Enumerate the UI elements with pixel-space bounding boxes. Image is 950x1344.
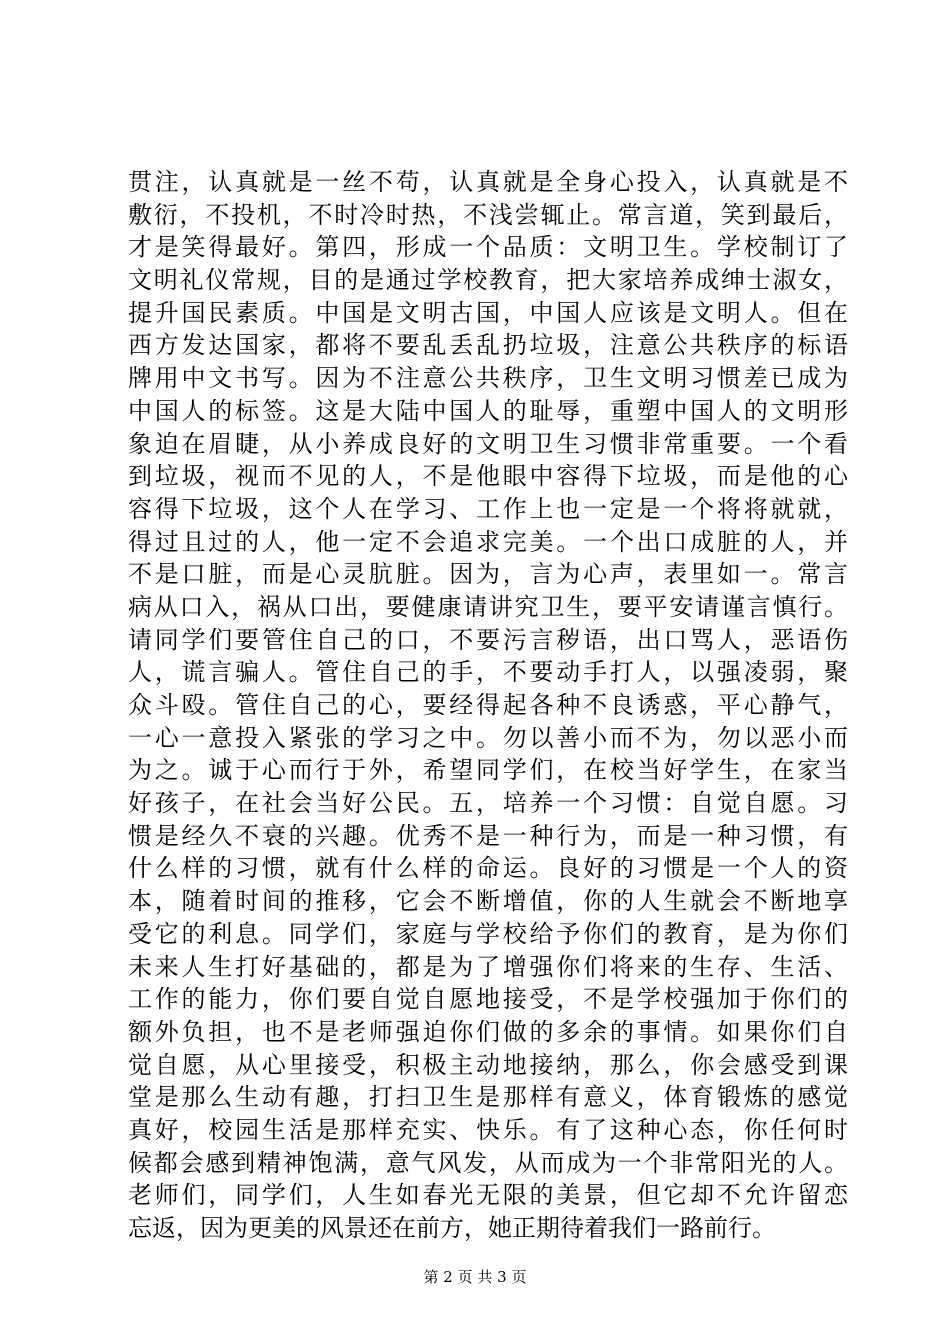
- text-line: 真好，校园生活是那样充实、快乐。有了这种心态，你任何时: [128, 1115, 848, 1144]
- text-line: 觉自愿，从心里接受，积极主动地接纳，那么，你会感受到课: [128, 1050, 848, 1079]
- text-line: 额外负担，也不是老师强迫你们做的多余的事情。如果你们自: [128, 1017, 848, 1046]
- text-line: 西方发达国家，都将不要乱丢乱扔垃圾，注意公共秩序的标语: [128, 331, 848, 360]
- text-line: 象迫在眉睫，从小养成良好的文明卫生习惯非常重要。一个看: [128, 429, 848, 458]
- text-line: 才是笑得最好。第四，形成一个品质：文明卫生。学校制订了: [128, 233, 848, 262]
- text-line: 文明礼仪常规，目的是通过学校教育，把大家培养成绅士淑女，: [128, 266, 848, 295]
- text-line: 牌用中文书写。因为不注意公共秩序，卫生文明习惯差已成为: [128, 364, 848, 393]
- text-line: 未来人生打好基础的，都是为了增强你们将来的生存、生活、: [128, 952, 848, 981]
- text-line: 人，谎言骗人。管住自己的手，不要动手打人，以强凌弱，聚: [128, 658, 848, 687]
- page-number: 第 2 页 共 3 页: [423, 1268, 527, 1286]
- text-line: 受它的利息。同学们，家庭与学校给予你们的教育，是为你们: [128, 919, 848, 948]
- text-line: 中国人的标签。这是大陆中国人的耻辱，重塑中国人的文明形: [128, 396, 848, 425]
- text-line: 一心一意投入紧张的学习之中。勿以善小而不为，勿以恶小而: [128, 723, 848, 752]
- text-line: 提升国民素质。中国是文明古国，中国人应该是文明人。但在: [128, 298, 848, 327]
- text-line: 敷衍，不投机，不时冷时热，不浅尝辄止。常言道，笑到最后，: [128, 200, 848, 229]
- text-line: 本，随着时间的推移，它会不断增值，你的人生就会不断地享: [128, 887, 848, 916]
- text-line: 候都会感到精神饱满，意气风发，从而成为一个非常阳光的人。: [128, 1148, 848, 1177]
- text-line: 惯是经久不衰的兴趣。优秀不是一种行为，而是一种习惯，有: [128, 821, 848, 850]
- text-line: 好孩子，在社会当好公民。五，培养一个习惯：自觉自愿。习: [128, 789, 848, 818]
- text-line: 得过且过的人，他一定不会追求完美。一个出口成脏的人，并: [128, 527, 848, 556]
- text-line: 众斗殴。管住自己的心，要经得起各种不良诱惑，平心静气，: [128, 691, 848, 719]
- text-line: 病从口入，祸从口出，要健康请讲究卫生，要平安请谨言慎行。: [128, 592, 848, 621]
- text-line: 容得下垃圾，这个人在学习、工作上也一定是一个将将就就，: [128, 494, 848, 523]
- text-line: 老师们，同学们，人生如春光无限的美景，但它却不允许留恋: [128, 1181, 848, 1210]
- text-line: 什么样的习惯，就有什么样的命运。良好的习惯是一个人的资: [128, 854, 848, 883]
- text-line: 到垃圾，视而不见的人，不是他眼中容得下垃圾，而是他的心: [128, 462, 848, 491]
- text-line: 为之。诚于心而行于外，希望同学们，在校当好学生，在家当: [128, 756, 848, 785]
- text-line: 工作的能力，你们要自觉自愿地接受，不是学校强加于你们的: [128, 985, 848, 1014]
- text-line: 堂是那么生动有趣，打扫卫生是那样有意义，体育锻炼的感觉: [128, 1083, 848, 1112]
- text-line: 请同学们要管住自己的口，不要污言秽语，出口骂人，恶语伤: [128, 625, 848, 654]
- body-paragraph: [128, 166, 848, 1245]
- text-line: 贯注，认真就是一丝不苟，认真就是全身心投入，认真就是不: [128, 168, 848, 196]
- text-line: 忘返，因为更美的风景还在前方，她正期待着我们一路前行。: [128, 1214, 776, 1242]
- page-footer: [0, 1268, 950, 1286]
- text-line: 不是口脏，而是心灵肮脏。因为，言为心声，表里如一。常言: [128, 560, 848, 589]
